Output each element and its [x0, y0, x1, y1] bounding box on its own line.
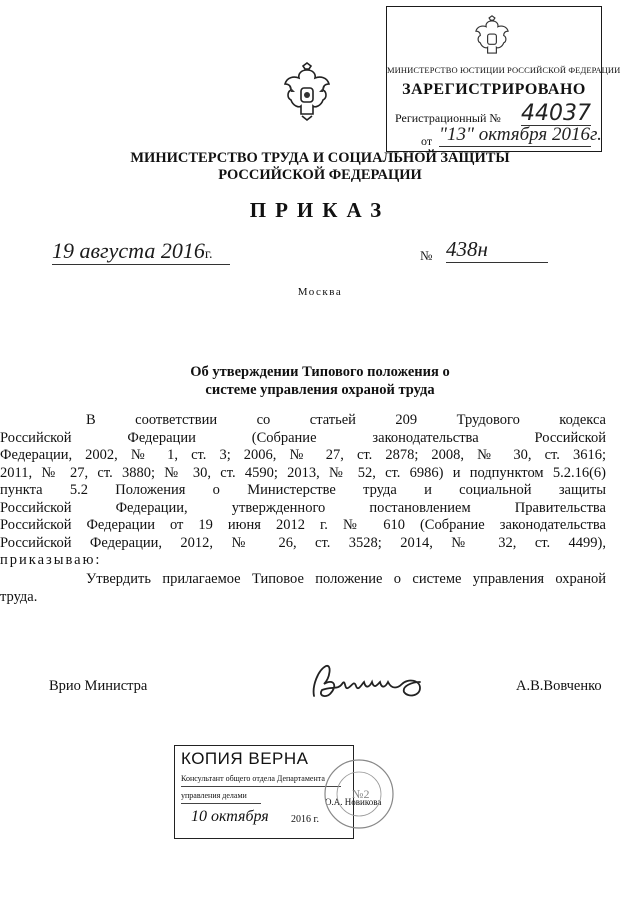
stamp-date: "13" октября 2016г. — [439, 124, 602, 145]
stamp-ministry-name: МИНИСТЕРСТВО ЮСТИЦИИ РОССИЙСКОЙ ФЕДЕРАЦИИ — [387, 65, 621, 75]
paragraph-preamble — [0, 412, 606, 570]
city: Москва — [297, 286, 343, 298]
preamble-line: пункта 5.2 Положения о Министерстве труда и социальной защиты — [0, 482, 606, 498]
order-line: Утвердить прилагаемое Типовое положение о системе управления охраной — [86, 571, 606, 587]
ministry-line-2: РОССИЙСКОЙ ФЕДЕРАЦИИ — [218, 167, 422, 183]
stamp-reg-number-label: Регистрационный № — [395, 111, 501, 125]
copy-stamp-date: 10 октября — [191, 808, 269, 825]
order-line: труда. — [0, 588, 38, 605]
svg-text:№2: №2 — [352, 787, 370, 801]
handwritten-signature — [308, 656, 438, 706]
document-title: ПРИКАЗ — [249, 198, 391, 222]
copy-stamp-year: 2016 г. — [291, 814, 319, 825]
preamble-line: приказываю: — [0, 552, 102, 568]
copy-stamp-title: КОПИЯ ВЕРНА — [181, 749, 309, 768]
copy-stamp-position: Консультант общего отдела Департамента — [181, 774, 325, 783]
stamp-registered-label: ЗАРЕГИСТРИРОВАНО — [402, 81, 586, 98]
copy-stamp-person: О.А. Новикова — [325, 797, 382, 807]
preamble-line: Российской Федерации, утвержденного постановлением Правительства — [0, 499, 606, 516]
ministry-line-1: МИНИСТЕРСТВО ТРУДА И СОЦИАЛЬНОЙ ЗАЩИТЫ — [130, 150, 510, 166]
paragraph-order — [0, 571, 606, 606]
coat-of-arms-icon — [281, 62, 333, 122]
subject-line-1: Об утверждении Типового положения о — [190, 364, 450, 380]
subject-line-2: системе управления охраной труда — [205, 382, 435, 398]
stamp-date-label: от — [421, 134, 433, 148]
order-date-suffix: г. — [204, 247, 213, 262]
ministry-heading — [0, 150, 640, 184]
order-date-value: 19 августа 2016 — [52, 238, 205, 263]
signatory-name: А.В.Вовченко — [516, 678, 602, 694]
copy-stamp-rule — [181, 803, 261, 804]
order-number: 438н — [446, 236, 548, 263]
preamble-line: Федерации, 2002, № 1, ст. 3; 2006, № 27, ст. 2878; 2008, № 30, ст. 3616; — [0, 447, 606, 463]
stamp-reg-number: 44037 — [521, 101, 591, 126]
registration-stamp — [386, 6, 621, 152]
preamble-line: Российской Федерации от 19 июня 2012 г. № 610 (Собрание законодательства — [0, 517, 606, 533]
date-underline — [52, 264, 230, 265]
preamble-line: Российской Федерации, 2012, № 26, ст. 3528; 2014, № 32, ст. 4499), — [0, 534, 606, 551]
round-seal-icon — [322, 757, 396, 831]
stamp-emblem-icon — [473, 15, 511, 59]
preamble-line: 2011, № 27, ст. 3880; № 30, ст. 4590; 2013, № 52, ст. 6986) и подпунктом 5.2.16(6) — [0, 464, 606, 481]
copy-stamp-rule — [181, 786, 341, 787]
order-number-label: № — [420, 248, 433, 263]
order-subject — [0, 363, 640, 399]
preamble-line: В соответствии со статьей 209 Трудового кодекса — [86, 412, 606, 428]
preamble-line: Российской Федерации (Собрание законодательства Российской — [0, 429, 606, 446]
signatory-title: Врио Министра — [49, 678, 148, 694]
copy-stamp-department: управления делами — [181, 791, 247, 800]
